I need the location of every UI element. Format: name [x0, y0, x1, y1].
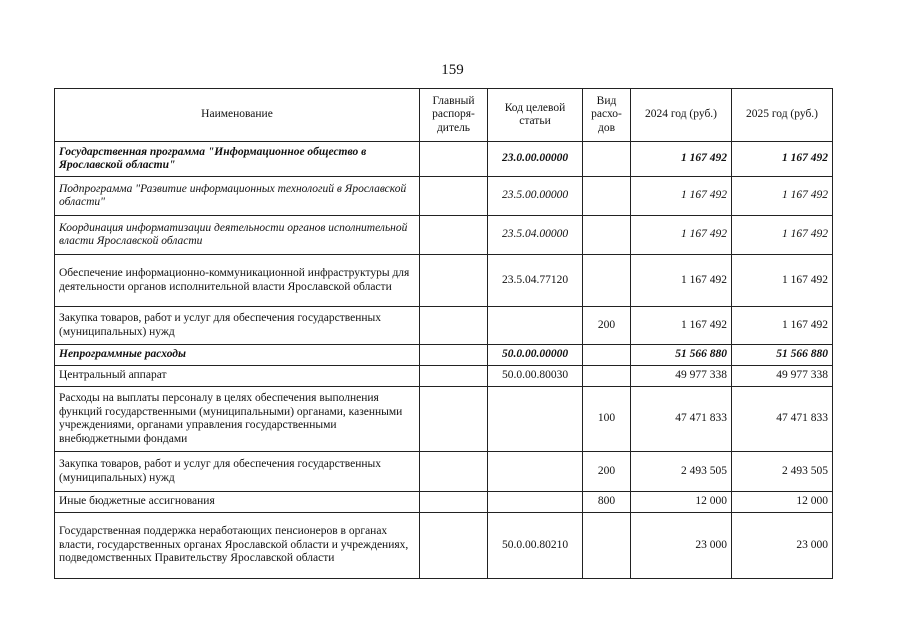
row-admin: [420, 387, 488, 452]
row-type: 100: [583, 387, 631, 452]
row-name: Иные бюджетные ассигнования: [55, 492, 420, 513]
row-type: 800: [583, 492, 631, 513]
row-year-2024: 1 167 492: [631, 307, 732, 345]
row-year-2025: 1 167 492: [732, 307, 833, 345]
header-code: Код целевой статьи: [488, 89, 583, 142]
row-year-2024: 12 000: [631, 492, 732, 513]
row-code: [488, 452, 583, 492]
row-name: Закупка товаров, работ и услуг для обеспечения государственных (муниципальных) нужд: [55, 307, 420, 345]
row-code: 23.5.00.00000: [488, 177, 583, 216]
row-code: 23.5.04.00000: [488, 216, 583, 255]
table-row: [55, 255, 833, 307]
row-year-2025: 1 167 492: [732, 142, 833, 177]
header-type: Вид расхо-дов: [583, 89, 631, 142]
row-admin: [420, 492, 488, 513]
row-year-2025: 49 977 338: [732, 366, 833, 387]
header-admin: Главный распоря-дитель: [420, 89, 488, 142]
row-type: [583, 255, 631, 307]
header-year-2025: 2025 год (руб.): [732, 89, 833, 142]
row-year-2024: 1 167 492: [631, 142, 732, 177]
page-number: 159: [441, 62, 464, 78]
row-admin: [420, 513, 488, 579]
row-code: 50.0.00.00000: [488, 345, 583, 366]
row-year-2024: 1 167 492: [631, 216, 732, 255]
row-name: Государственная программа "Информационное общество в Ярославской области": [55, 142, 420, 177]
row-admin: [420, 366, 488, 387]
table-row: [55, 345, 833, 366]
row-type: 200: [583, 452, 631, 492]
row-year-2024: 2 493 505: [631, 452, 732, 492]
table-row: [55, 452, 833, 492]
row-name: Закупка товаров, работ и услуг для обеспечения государственных (муниципальных) нужд: [55, 452, 420, 492]
row-name: Обеспечение информационно-коммуникационной инфраструктуры для деятельности органов исполнительной власти Ярославской области: [55, 255, 420, 307]
row-year-2024: 47 471 833: [631, 387, 732, 452]
table-row: [55, 177, 833, 216]
row-name: Координация информатизации деятельности органов исполнительной власти Ярославской области: [55, 216, 420, 255]
row-name: Непрограммные расходы: [55, 345, 420, 366]
row-admin: [420, 452, 488, 492]
row-name: Государственная поддержка неработающих пенсионеров в органах власти, государственных органах Ярославской области и учреждениях, подведомственных Правительству Ярославской области: [55, 513, 420, 579]
row-code: [488, 492, 583, 513]
row-year-2024: 23 000: [631, 513, 732, 579]
row-type: [583, 177, 631, 216]
row-admin: [420, 142, 488, 177]
header-name: Наименование: [55, 89, 420, 142]
row-year-2025: 1 167 492: [732, 177, 833, 216]
table-header-row: [55, 89, 833, 142]
row-name: Центральный аппарат: [55, 366, 420, 387]
table-row: [55, 216, 833, 255]
table-row: [55, 142, 833, 177]
row-code: 23.0.00.00000: [488, 142, 583, 177]
row-name: Подпрограмма "Развитие информационных технологий в Ярославской области": [55, 177, 420, 216]
row-year-2024: 1 167 492: [631, 177, 732, 216]
row-admin: [420, 345, 488, 366]
row-year-2025: 23 000: [732, 513, 833, 579]
row-year-2024: 51 566 880: [631, 345, 732, 366]
budget-table: [54, 88, 833, 579]
row-type: [583, 513, 631, 579]
row-code: [488, 307, 583, 345]
row-admin: [420, 177, 488, 216]
table-row: [55, 366, 833, 387]
row-year-2024: 1 167 492: [631, 255, 732, 307]
table-row: [55, 387, 833, 452]
row-admin: [420, 255, 488, 307]
row-type: [583, 216, 631, 255]
row-type: [583, 142, 631, 177]
header-year-2024: 2024 год (руб.): [631, 89, 732, 142]
row-year-2025: 47 471 833: [732, 387, 833, 452]
row-year-2025: 51 566 880: [732, 345, 833, 366]
row-code: [488, 387, 583, 452]
row-type: [583, 366, 631, 387]
row-year-2025: 2 493 505: [732, 452, 833, 492]
row-type: [583, 345, 631, 366]
row-year-2025: 1 167 492: [732, 216, 833, 255]
row-type: 200: [583, 307, 631, 345]
row-admin: [420, 307, 488, 345]
row-name: Расходы на выплаты персоналу в целях обеспечения выполнения функций государственными (муниципальными) органами, казенными учреждениями, органами управления государственными внебюджетными фондами: [55, 387, 420, 452]
row-code: 23.5.04.77120: [488, 255, 583, 307]
table-row: [55, 513, 833, 579]
table-row: [55, 492, 833, 513]
row-admin: [420, 216, 488, 255]
row-year-2024: 49 977 338: [631, 366, 732, 387]
row-year-2025: 12 000: [732, 492, 833, 513]
row-code: 50.0.00.80210: [488, 513, 583, 579]
row-year-2025: 1 167 492: [732, 255, 833, 307]
table-row: [55, 307, 833, 345]
row-code: 50.0.00.80030: [488, 366, 583, 387]
